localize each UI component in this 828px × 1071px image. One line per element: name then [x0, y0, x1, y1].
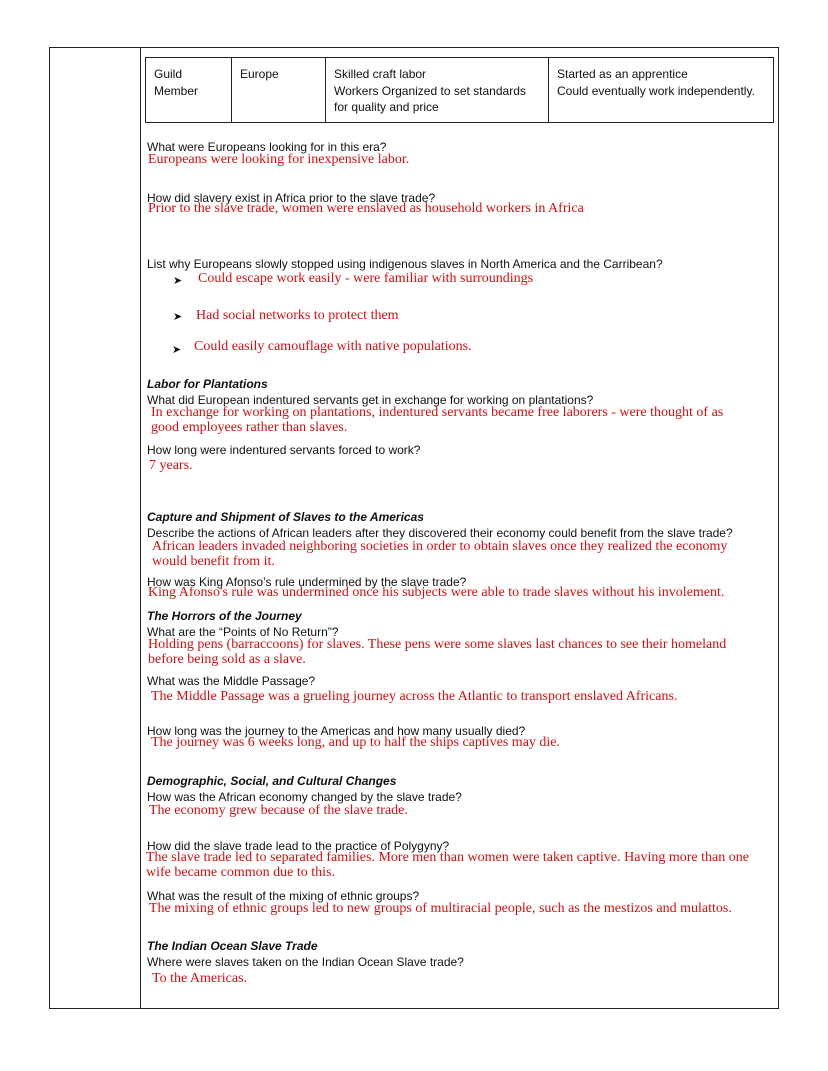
answer-african-leaders: African leaders invaded neighboring societies in order to obtain slaves once they realized the economy would benefit from it.	[152, 539, 728, 569]
answer-king-afonso: King Afonso's rule was undermined once his subjects were able to trade slaves without his involement.	[148, 585, 725, 600]
guild-labor-line-2: Workers Organized to set standards	[334, 83, 526, 98]
question-african-economy: How was the African economy changed by the slave trade?	[147, 790, 462, 804]
heading-labor-plantations: Labor for Plantations	[147, 377, 268, 391]
bullet-social-networks: Had social networks to protect them	[196, 308, 399, 323]
answer-indentured-servants: In exchange for working on plantations, indentured servants became free laborers - were thought of as good employees rather than slaves.	[151, 405, 724, 435]
left-column-divider	[140, 47, 141, 1009]
answer-african-economy: The economy grew because of the slave trade.	[149, 803, 408, 818]
guild-labor-line-1: Skilled craft labor	[334, 67, 427, 81]
heading-capture-shipment: Capture and Shipment of Slaves to the Americas	[147, 510, 424, 524]
guild-notes-line-2: Could eventually work independently.	[557, 83, 755, 98]
guild-notes-line-1: Started as an apprentice	[557, 67, 688, 81]
arrowhead-bullet-icon: ➤	[173, 274, 183, 287]
guild-role-line-2: Member	[154, 83, 199, 98]
answer-ethnic-mixing: The mixing of ethnic groups led to new groups of multiracial people, such as the mestizos and mulattos.	[149, 901, 732, 916]
guild-labor-cell	[326, 58, 549, 122]
answer-middle-passage: The Middle Passage was a grueling journey across the Atlantic to transport enslaved Africans.	[151, 689, 678, 704]
question-points-no-return: What are the “Points of No Return”?	[147, 625, 339, 639]
question-king-afonso: How was King Afonso’s rule undermined by the slave trade?	[147, 575, 467, 589]
answer-europeans-looking: Europeans were looking for inexpensive labor.	[148, 152, 410, 167]
guild-region: Europe	[240, 67, 279, 81]
guild-role-cell	[146, 58, 232, 122]
heading-horrors-journey: The Horrors of the Journey	[147, 609, 302, 623]
question-servant-length: How long were indentured servants forced to work?	[147, 443, 421, 457]
answer-journey-length: The journey was 6 weeks long, and up to half the ships captives may die.	[151, 735, 561, 750]
answer-slavery-africa: Prior to the slave trade, women were enslaved as household workers in Africa	[148, 201, 584, 216]
question-journey-length: How long was the journey to the Americas and how many usually died?	[147, 724, 526, 738]
heading-demographic-changes: Demographic, Social, and Cultural Changes	[147, 774, 397, 788]
guild-notes-cell	[549, 58, 773, 122]
bullet-camouflage: Could easily camouflage with native populations.	[194, 339, 472, 354]
question-middle-passage: What was the Middle Passage?	[147, 674, 316, 688]
answer-points-no-return: Holding pens (barraccoons) for slaves. These pens were some slaves last chances to see their homeland before being sold as a slave.	[148, 637, 727, 667]
guild-role-line-1: Guild	[154, 67, 183, 81]
arrowhead-bullet-icon: ➤	[173, 310, 183, 323]
question-indian-ocean-destination: Where were slaves taken on the Indian Ocean Slave trade?	[147, 955, 464, 969]
question-polygyny: How did the slave trade lead to the practice of Polygyny?	[147, 839, 450, 853]
heading-indian-ocean: The Indian Ocean Slave Trade	[147, 939, 318, 953]
guild-labor-line-3: for quality and price	[334, 100, 439, 114]
answer-indian-ocean-destination: To the Americas.	[152, 971, 248, 986]
question-african-leaders: Describe the actions of African leaders after they discovered their economy could benefit from the slave trade?	[147, 526, 733, 540]
question-ethnic-mixing: What was the result of the mixing of ethnic groups?	[147, 889, 420, 903]
answer-polygyny: The slave trade led to separated families. More men than women were taken captive. Having more than one wife became common due to this.	[146, 850, 749, 880]
guild-region-cell	[232, 58, 326, 122]
question-slavery-africa: How did slavery exist in Africa prior to the slave trade?	[147, 191, 436, 205]
question-europeans-looking: What were Europeans looking for in this era?	[147, 140, 387, 154]
bullet-escape-work: Could escape work easily - were familiar with surroundings	[198, 271, 534, 286]
question-indigenous-slaves: List why Europeans slowly stopped using indigenous slaves in North America and the Carribean?	[147, 257, 663, 271]
guild-table-row	[145, 57, 774, 123]
arrowhead-bullet-icon: ➤	[172, 343, 182, 356]
answer-servant-length: 7 years.	[149, 458, 193, 473]
question-indentured-servants: What did European indentured servants get in exchange for working on plantations?	[147, 393, 594, 407]
